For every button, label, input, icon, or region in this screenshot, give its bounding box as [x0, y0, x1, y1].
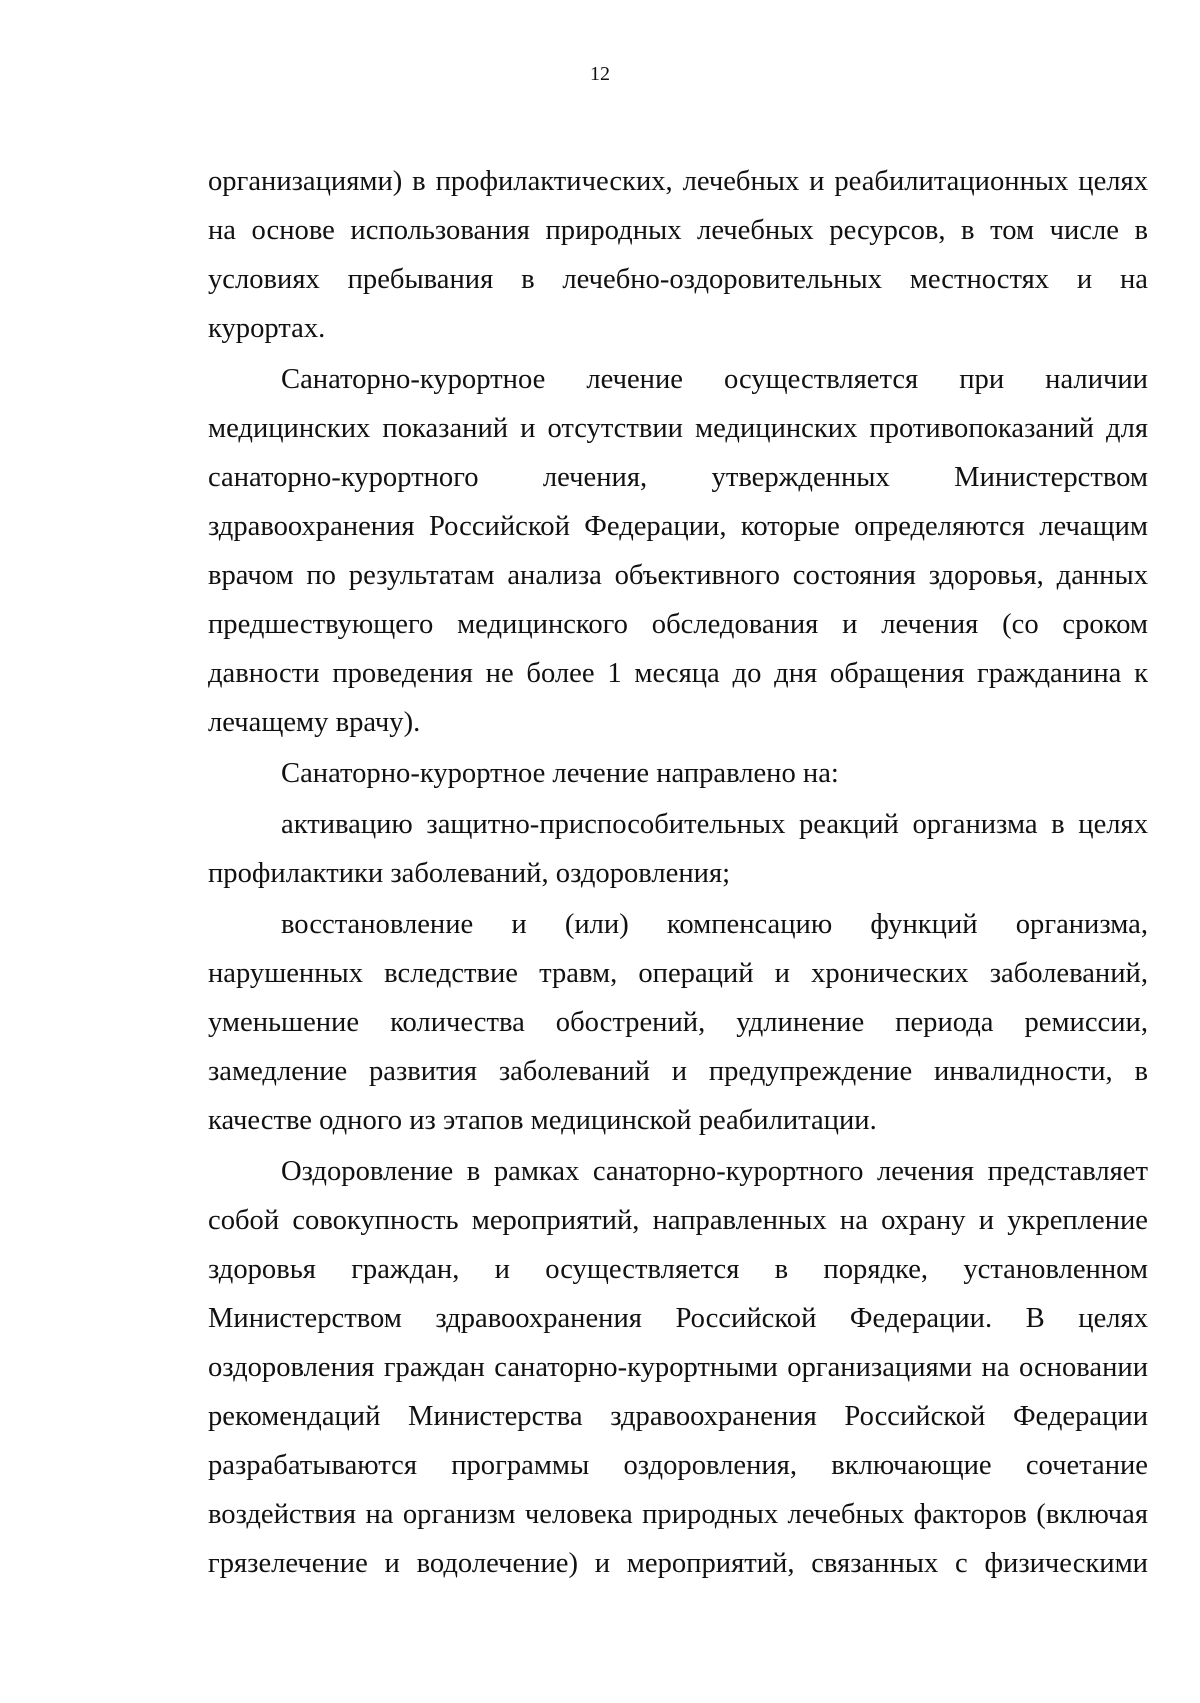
- paragraph-treatment-conditions: Санаторно-курортное лечение осуществляется при наличии медицинских показаний и отсутствии медицинских противопоказаний для санаторно-курортного лечения, утвержденных Министерством здравоохранения Российской Федерации, которые определяются лечащим врачом по результатам анализа объективного состояния здоровья, данных предшествующего медицинского обследования и лечения (со сроком давности проведения не более 1 месяца до дня обращения гражданина к лечащему врачу).: [208, 364, 1148, 738]
- document-body: [208, 157, 1148, 1588]
- page-number: 12: [590, 63, 610, 85]
- paragraph-aim-restoration: восстановление и (или) компенсацию функций организма, нарушенных вследствие травм, операций и хронических заболеваний, уменьшение количества обострений, удлинение периода ремиссии, замедление развития заболеваний и предупреждение инвалидности, в качестве одного из этапов медицинской реабилитации.: [208, 909, 1148, 1136]
- paragraph-wellness-programs: Оздоровление в рамках санаторно-курортного лечения представляет собой совокупность мероприятий, направленных на охрану и укрепление здоровья граждан, и осуществляется в порядке, установленном Министерством здравоохранения Российской Федерации. В целях оздоровления граждан санаторно-курортными организациями на основании рекомендаций Министерства здравоохранения Российской Федерации разрабатываются программы оздоровления, включающие сочетание воздействия на организм человека природных лечебных факторов (включая грязелечение и водолечение) и мероприятий, связанных с физическими: [208, 1156, 1148, 1579]
- paragraph-treatment-aims-intro: Санаторно-курортное лечение направлено на:: [281, 758, 839, 789]
- paragraph-aim-activation: активацию защитно-приспособительных реакций организма в целях профилактики заболеваний, оздоровления;: [208, 809, 1148, 889]
- paragraph-continuation: организациями) в профилактических, лечебных и реабилитационных целях на основе использования природных лечебных ресурсов, в том числе в условиях пребывания в лечебно-оздоровительных местностях и на курортах.: [208, 166, 1148, 344]
